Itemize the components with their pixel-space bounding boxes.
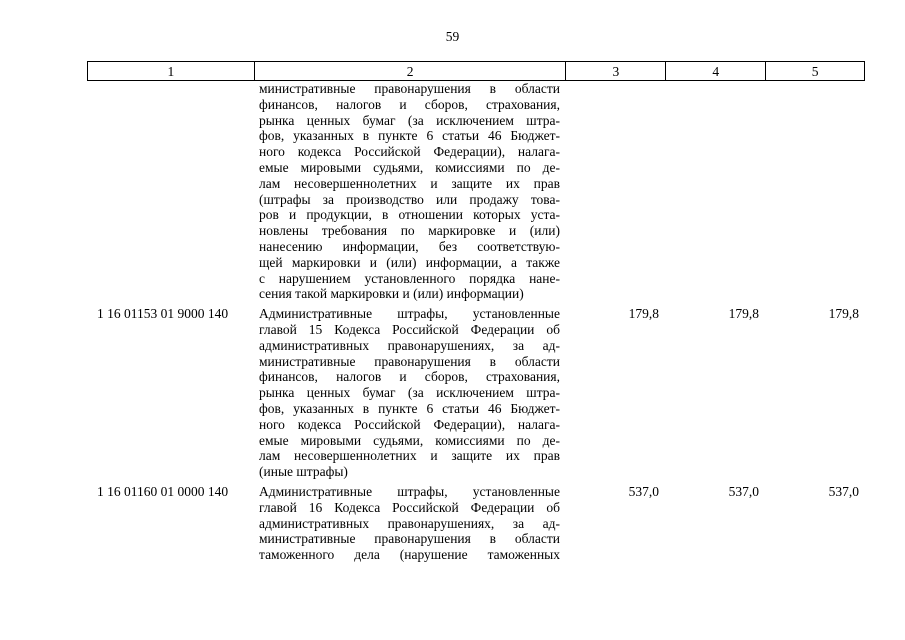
page-number: 59 <box>445 29 460 44</box>
description-line: (иные штрафы) <box>259 464 348 480</box>
description-line: нанесению информации, без соответствую- <box>259 238 560 254</box>
description-line: лам несовершеннолетних и защите их прав <box>259 448 560 464</box>
table-header-row <box>87 61 865 81</box>
row-value-col-5: 537,0 <box>828 483 859 499</box>
description-line: финансов, налогов и сборов, страхования, <box>259 96 560 112</box>
description-line: с нарушением установленного порядка нане- <box>259 270 560 286</box>
description-line: емые мировыми судьями, комиссиями по де- <box>259 159 560 175</box>
header-col-5: 5 <box>766 62 865 80</box>
row-code: 1 16 01160 01 0000 140 <box>97 483 229 499</box>
description-line: таможенного дела (нарушение таможенных <box>259 547 560 563</box>
description-line: Административные штрафы, установленные <box>259 483 560 499</box>
description-line: главой 16 Кодекса Российской Федерации об <box>259 499 560 515</box>
table-row <box>87 306 865 480</box>
table-row <box>87 81 865 302</box>
description-line: фов, указанных в пункте 6 статьи 46 Бюджет- <box>259 400 560 416</box>
description-line: новлены требования по маркировке и (или) <box>259 223 560 239</box>
description-line: Административные штрафы, установленные <box>259 306 560 322</box>
header-col-3: 3 <box>566 62 666 80</box>
header-col-2: 2 <box>255 62 567 80</box>
table-row <box>87 484 865 563</box>
description-line: ров и продукции, в отношении которых уста- <box>259 207 560 223</box>
row-value-col-3: 537,0 <box>628 483 659 499</box>
description-line: лам несовершеннолетних и защите их прав <box>259 175 560 191</box>
row-value-col-5 <box>766 81 865 302</box>
description-line: главой 15 Кодекса Российской Федерации об <box>259 321 560 337</box>
description-line: фов, указанных в пункте 6 статьи 46 Бюджет- <box>259 128 560 144</box>
row-code: 1 16 01153 01 9000 140 <box>97 306 229 322</box>
description-line: финансов, налогов и сборов, страхования, <box>259 369 560 385</box>
description-line: административных правонарушениях, за ад- <box>259 515 560 531</box>
row-description <box>254 81 566 302</box>
row-description <box>254 306 566 480</box>
description-line: ного кодекса Российской Федерации), налага- <box>259 416 560 432</box>
description-line: сения такой маркировки и (или) информации) <box>259 286 524 302</box>
description-line: министративные правонарушения в области <box>259 353 560 369</box>
description-line: министративные правонарушения в области <box>259 531 560 547</box>
row-value-col-4: 537,0 <box>728 483 759 499</box>
row-value-col-4: 179,8 <box>728 306 759 322</box>
description-line: административных правонарушениях, за ад- <box>259 337 560 353</box>
description-line: (штрафы за производство или продажу това- <box>259 191 560 207</box>
header-col-4: 4 <box>666 62 766 80</box>
description-line: щей маркировки и (или) информации, а также <box>259 254 560 270</box>
row-value-col-5: 179,8 <box>828 306 859 322</box>
description-line: министративные правонарушения в области <box>259 81 560 96</box>
row-value-col-4 <box>666 81 766 302</box>
budget-table <box>87 61 865 563</box>
row-value-col-3: 179,8 <box>628 306 659 322</box>
row-description <box>254 484 566 563</box>
description-line: ного кодекса Российской Федерации), налага- <box>259 144 560 160</box>
description-line: рынка ценных бумаг (за исключением штра- <box>259 385 560 401</box>
row-code <box>87 81 254 302</box>
header-col-1: 1 <box>88 62 255 80</box>
description-line: рынка ценных бумаг (за исключением штра- <box>259 112 560 128</box>
description-line: емые мировыми судьями, комиссиями по де- <box>259 432 560 448</box>
row-value-col-3 <box>566 81 666 302</box>
